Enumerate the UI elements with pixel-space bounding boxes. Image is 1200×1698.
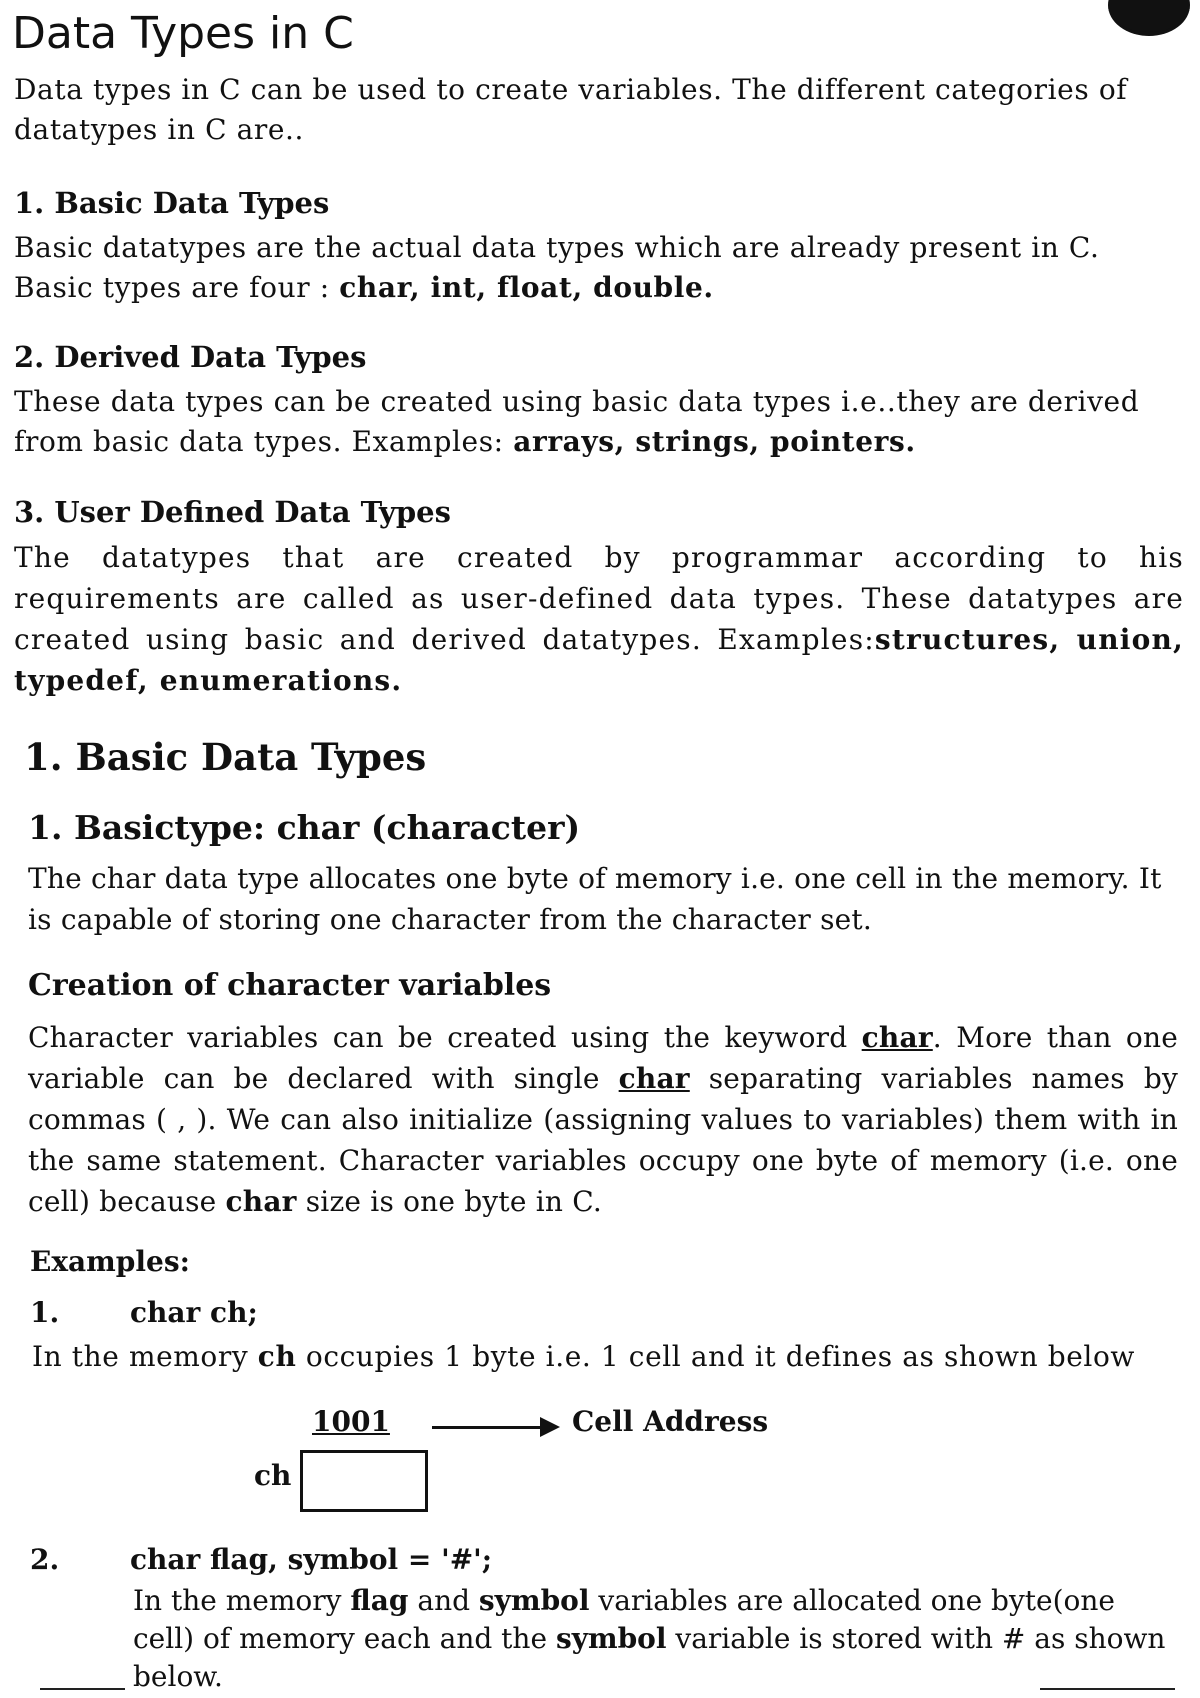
bottom-divider-right xyxy=(1040,1688,1175,1690)
derived-types-description: These data types can be created using basic data types i.e..they are derived from basic data types. Examples: arrays, strings, pointers. xyxy=(14,385,1140,458)
examples-heading: Examples: xyxy=(30,1245,190,1278)
keyword-char: char xyxy=(225,1185,297,1218)
section-heading-basic-data-types: 1. Basic Data Types xyxy=(24,735,427,779)
basic-types-description: Basic datatypes are the actual data types which are already present in C. Basic types are four : char, int, float, double. xyxy=(14,231,1100,304)
subheading-char-type: 1. Basictype: char (character) xyxy=(28,808,581,847)
keyword-char: char xyxy=(861,1021,933,1054)
heading-user-defined-data-types: 3. User Defined Data Types xyxy=(14,495,451,529)
example-2-code: char flag, symbol = '#'; xyxy=(130,1543,493,1576)
bottom-divider-left xyxy=(40,1688,125,1690)
basic-types-examples: char, int, float, double. xyxy=(339,271,714,304)
page-title: Data Types in C xyxy=(12,8,354,59)
cell-address-label: Cell Address xyxy=(572,1405,769,1438)
example-1-code: char ch; xyxy=(130,1296,258,1329)
example-2-description: In the memory flag and symbol variables are allocated one byte(one cell) of memory each and the symbol variable is stored with # as shown below. xyxy=(133,1584,1166,1693)
arrow-head-icon xyxy=(540,1417,560,1437)
cell-address-value: 1001 xyxy=(312,1405,390,1438)
keyword-char: char xyxy=(618,1062,690,1095)
creation-paragraph: Character variables can be created using the keyword char. More than one variable can be declared with single char separating variables names by commas ( , ). We can also initialize (assigning values to variables) them with in the same statement. Character variables occupy one byte of memory (i.e. one cell) because char size is one byte in C. xyxy=(28,1021,1178,1218)
derived-types-examples: arrays, strings, pointers. xyxy=(513,425,916,458)
example-1-number: 1. xyxy=(30,1296,60,1329)
example-2-number: 2. xyxy=(30,1543,60,1576)
heading-derived-data-types: 2. Derived Data Types xyxy=(14,340,367,374)
example-1-description: In the memory ch occupies 1 byte i.e. 1 cell and it defines as shown below xyxy=(32,1340,1136,1373)
memory-cell-box xyxy=(300,1450,428,1512)
heading-basic-data-types: 1. Basic Data Types xyxy=(14,186,330,220)
corner-logo-icon xyxy=(1108,0,1190,36)
user-defined-types-examples: structures, union, typedef, enumerations. xyxy=(14,623,1184,697)
heading-creation-char-variables: Creation of character variables xyxy=(28,968,552,1003)
arrow-icon xyxy=(432,1426,542,1429)
variable-name-label: ch xyxy=(254,1459,292,1492)
intro-paragraph: Data types in C can be used to create variables. The different categories of datatypes in C are.. xyxy=(14,73,1128,146)
memory-cell-diagram xyxy=(250,1405,810,1525)
char-description: The char data type allocates one byte of memory i.e. one cell in the memory. It is capable of storing one character from the character set. xyxy=(28,862,1162,936)
user-defined-types-description: The datatypes that are created by programmar according to his requirements are called as user-defined data types. These datatypes are created using basic and derived datatypes. Examples:structures, union, typedef, enumerations. xyxy=(14,541,1184,697)
